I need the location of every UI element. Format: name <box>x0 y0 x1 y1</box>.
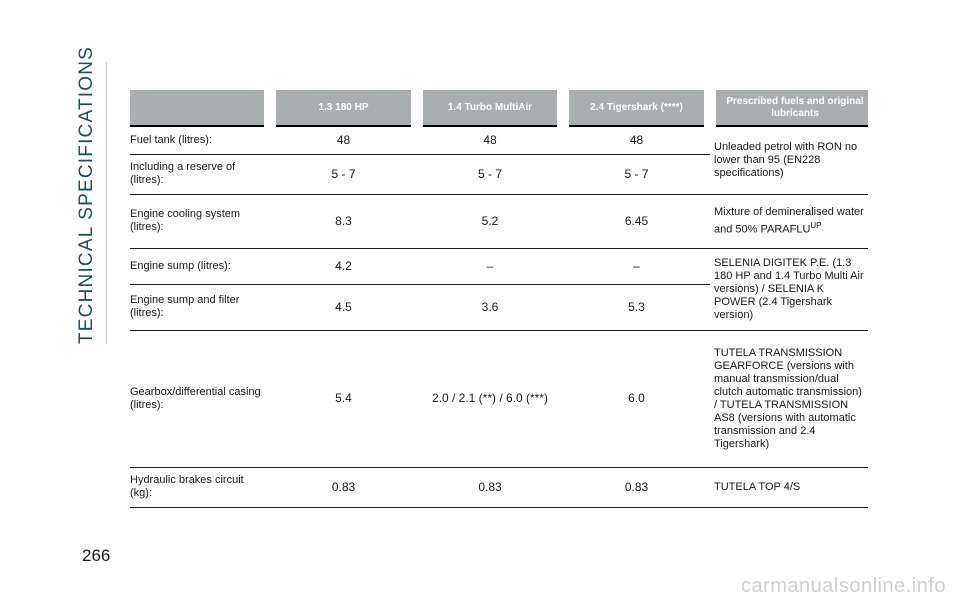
header-engine-1-3: 1.3 180 HP <box>270 90 417 126</box>
cell-engine-1-3: 5.4 <box>270 330 417 467</box>
cell-engine-2-4: 0.83 <box>563 467 710 507</box>
capacities-table <box>130 90 868 508</box>
cell-engine-1-4: 5.2 <box>417 194 563 248</box>
table-row <box>130 330 868 467</box>
header-engine-1-4: 1.4 Turbo MultiAir <box>417 90 563 126</box>
row-label: Fuel tank (litres): <box>130 126 270 154</box>
cell-engine-1-4: 3.6 <box>417 284 563 330</box>
row-label: Engine sump and filter (litres): <box>130 284 270 330</box>
cell-engine-1-3: 8.3 <box>270 194 417 248</box>
row-label: Engine sump (litres): <box>130 248 270 284</box>
cell-engine-1-3: 4.5 <box>270 284 417 330</box>
fluid-spec-coolant <box>710 194 868 248</box>
cell-engine-2-4: 5.3 <box>563 284 710 330</box>
coolant-text: Mixture of demineralised water and 50% PARAFLU <box>714 205 864 236</box>
table-row <box>130 194 868 248</box>
row-label: Including a reserve of (litres): <box>130 154 270 194</box>
page-number: 266 <box>82 546 111 565</box>
table-row <box>130 126 868 154</box>
fluid-spec-fuel: Unleaded petrol with RON no lower than 95 (EN228 specifications) <box>710 126 868 194</box>
fluid-spec-gearbox: TUTELA TRANSMISSION GEARFORCE (versions with manual transmission/dual clutch automatic transmission) / TUTELA TRANSMISSION AS8 (versions with automatic transmission and 2.4 Tigershark) <box>710 330 868 467</box>
cell-engine-1-4: 48 <box>417 126 563 154</box>
section-title: TECHNICAL SPECIFICATIONS <box>76 45 97 344</box>
fluid-spec-engine-oil: SELENIA DIGITEK P.E. (1.3 180 HP and 1.4 Turbo Multi Air versions) / SELENIA K POWER (2.4 Tigershark version) <box>710 248 868 330</box>
row-label: Hydraulic brakes circuit (kg): <box>130 467 270 507</box>
header-engine-2-4: 2.4 Tigershark (****) <box>563 90 710 126</box>
cell-engine-1-4: 5 - 7 <box>417 154 563 194</box>
section-divider <box>106 62 107 344</box>
table-row <box>130 467 868 507</box>
cell-engine-1-3: 5 - 7 <box>270 154 417 194</box>
cell-engine-1-4: 2.0 / 2.1 (**) / 6.0 (***) <box>417 330 563 467</box>
header-fluids: Prescribed fuels and original lubricants <box>710 90 868 126</box>
cell-engine-1-4: – <box>417 248 563 284</box>
coolant-superscript: UP <box>810 220 822 230</box>
cell-engine-2-4: 5 - 7 <box>563 154 710 194</box>
row-label: Engine cooling system (litres): <box>130 194 270 248</box>
watermark-text: carmanualsonline.info <box>740 575 946 597</box>
cell-engine-1-3: 0.83 <box>270 467 417 507</box>
cell-engine-1-4: 0.83 <box>417 467 563 507</box>
cell-engine-2-4: 6.45 <box>563 194 710 248</box>
cell-engine-2-4: 48 <box>563 126 710 154</box>
header-blank <box>130 90 270 126</box>
fluid-spec-brakes: TUTELA TOP 4/S <box>710 467 868 507</box>
cell-engine-1-3: 4.2 <box>270 248 417 284</box>
cell-engine-1-3: 48 <box>270 126 417 154</box>
table-header-row <box>130 90 868 126</box>
row-label: Gearbox/differential casing (litres): <box>130 330 270 467</box>
table-row <box>130 248 868 284</box>
cell-engine-2-4: 6.0 <box>563 330 710 467</box>
cell-engine-2-4: – <box>563 248 710 284</box>
